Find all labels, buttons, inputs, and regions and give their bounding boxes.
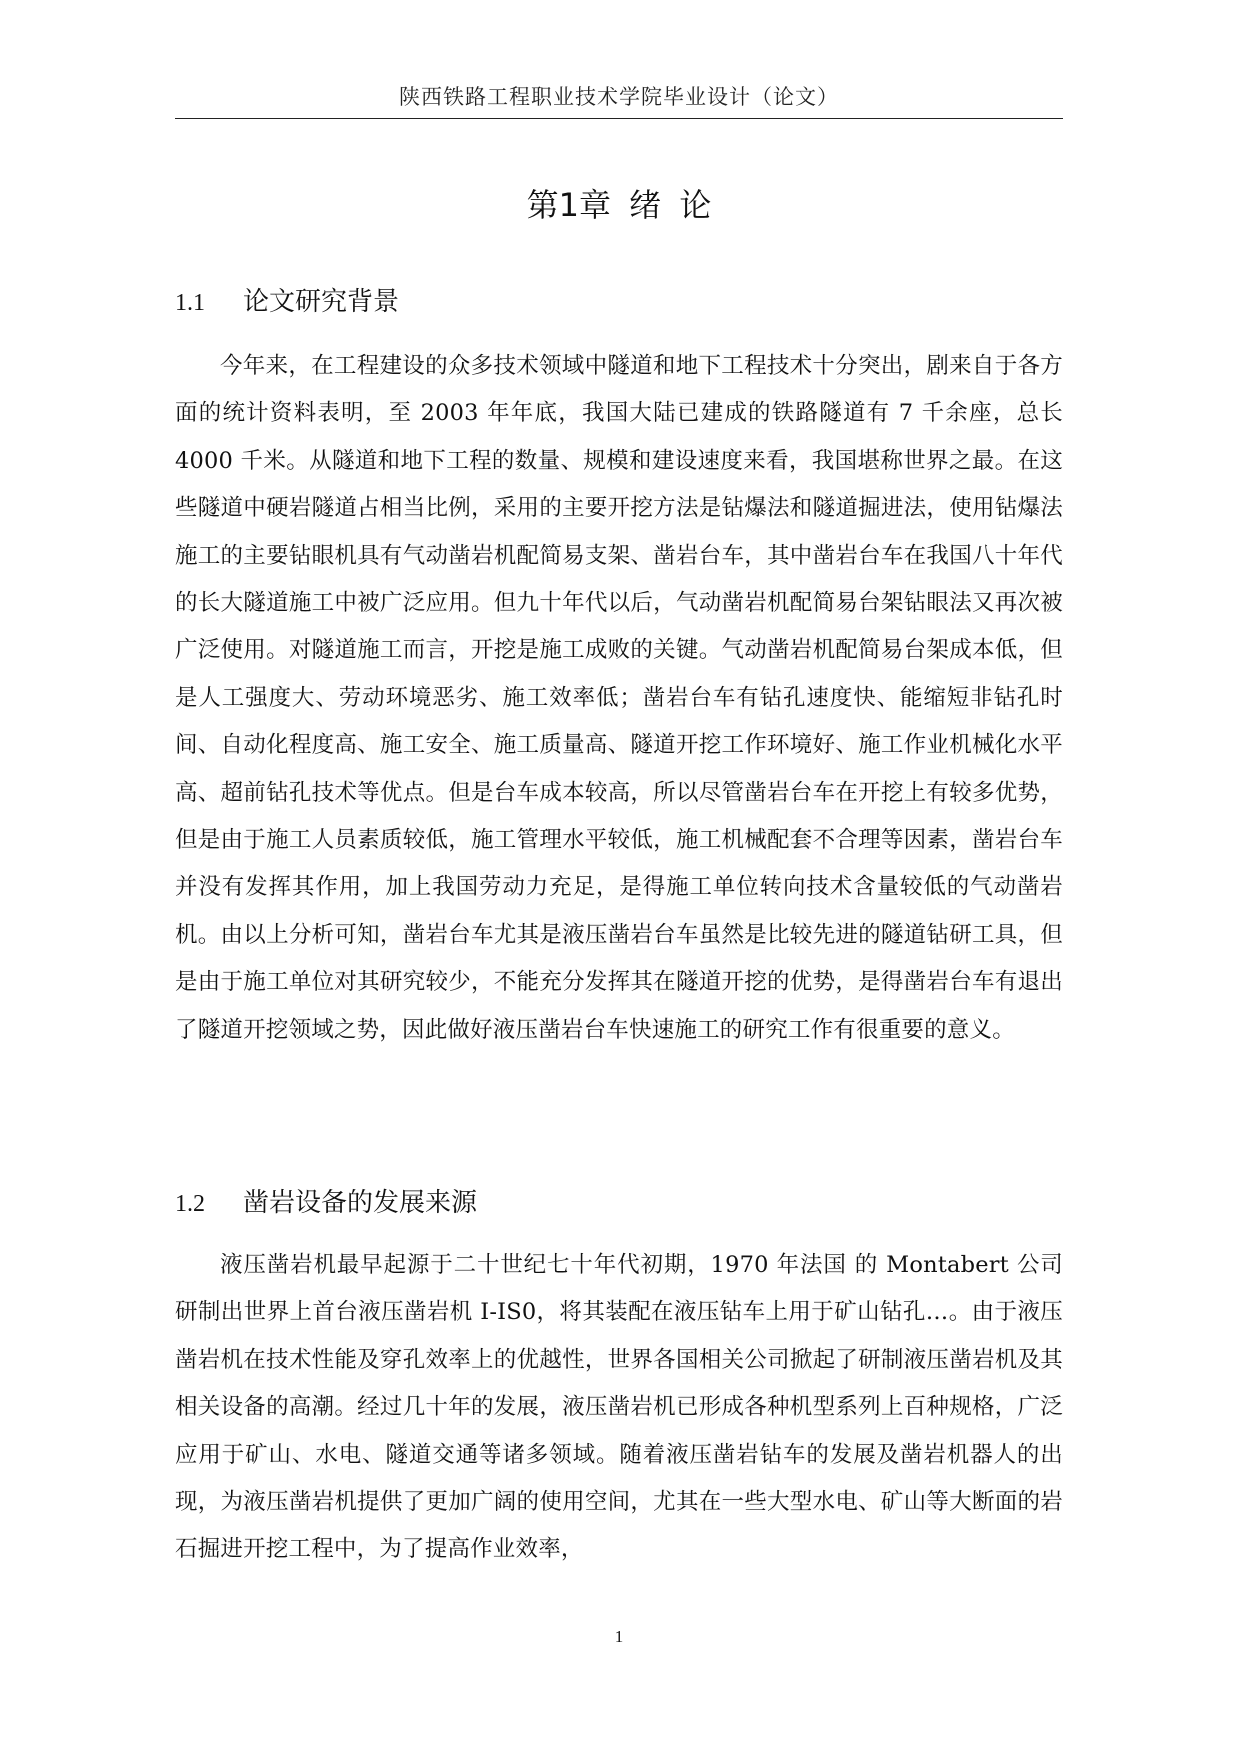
body-paragraph: 液压凿岩机最早起源于二十世纪七十年代初期，1970 年法国 的 Montabert 公司研制出世界上首台液压凿岩机 I-IS0，将其装配在液压钻车上用于矿山钻孔…。由于液压凿岩机在技术性能及穿孔效率上的优越性，世界各国相关公司掀起了研制液压凿岩机及其相关设备的高潮。经过几十年的发展，液压凿岩机已形成各种机型系列上百种规格，广泛应用于矿山、水电、隧道交通等诸多领域。随着液压凿岩钻车的发展及凿岩机器人的出现，为液压凿岩机提供了更加广阔的使用空间，尤其在一些大型水电、矿山等大断面的岩石掘进开挖工程中，为了提高作业效率， [175,1252,1063,1563]
section-title: 凿岩设备的发展来源 [243,1188,478,1218]
body-paragraph: 今年来，在工程建设的众多技术领域中隧道和地下工程技术十分突出，剧来自于各方面的统计资料表明，至 2003 年年底，我国大陆已建成的铁路隧道有 7 千余座，总长 4000 千米。从隧道和地下工程的数量、规模和建设速度来看，我国堪称世界之最。在这些隧道中硬岩隧道占相当比例，采用的主要开挖方法是钻爆法和隧道掘进法，使用钻爆法施工的主要钻眼机具有气动凿岩机配简易支架、凿岩台车，其中凿岩台车在我国八十年代的长大隧道施工中被广泛应用。但九十年代以后，气动凿岩机配简易台架钻眼法又再次被广泛使用。对隧道施工而言，开挖是施工成败的关键。气动凿岩机配简易台架成本低，但是人工强度大、劳动环境恶劣、施工效率低；凿岩台车有钻孔速度快、能缩短非钻孔时间、自动化程度高、施工安全、施工质量高、隧道开挖工作环境好、施工作业机械化水平高、超前钻孔技术等优点。但是台车成本较高，所以尽管凿岩台车在开挖上有较多优势，但是由于施工人员素质较低，施工管理水平较低，施工机械配套不合理等因素，凿岩台车并没有发挥其作用，加上我国劳动力充足，是得施工单位转向技术含量较低的气动凿岩机。由以上分析可知，凿岩台车尤其是液压凿岩台车虽然是比较先进的隧道钻研工具，但是由于施工单位对其研究较少，不能充分发挥其在隧道开挖的优势，是得凿岩台车有退出了隧道开挖领域之势，因此做好液压凿岩台车快速施工的研究工作有很重要的意义。 [175,353,1063,1043]
chapter-title: 第1章 绪 论 [526,186,712,225]
running-header: 陕西铁路工程职业技术学院毕业设计（论文） [399,85,839,109]
section-number: 1.1 [175,290,205,316]
section-heading [175,1183,1063,1224]
section-number: 1.2 [175,1191,205,1217]
section-heading [175,282,1063,323]
header-rule [175,118,1063,119]
page-number: 1 [614,1627,624,1646]
section-title: 论文研究背景 [243,287,400,317]
